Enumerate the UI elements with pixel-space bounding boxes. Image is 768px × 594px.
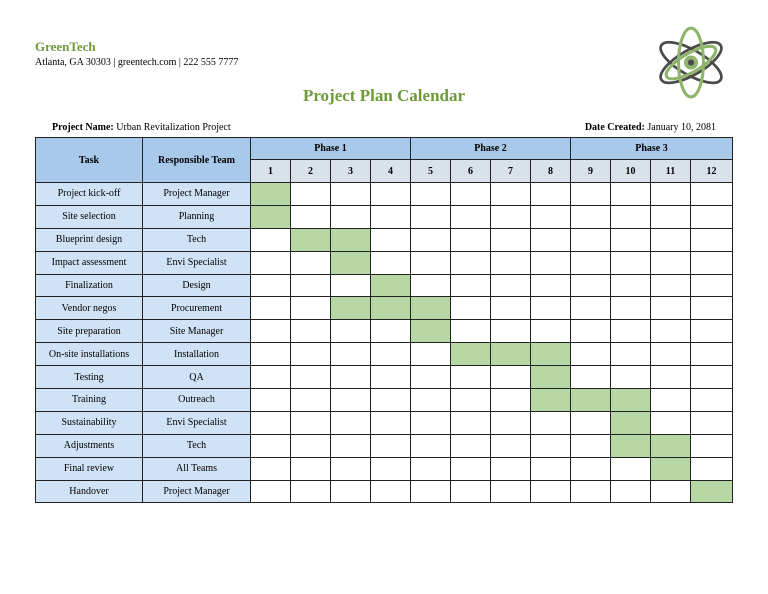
week-cell	[691, 320, 733, 343]
table-row	[36, 320, 733, 343]
task-cell: Sustainability	[36, 411, 143, 434]
week-cell	[371, 389, 411, 412]
team-cell: QA	[143, 366, 251, 389]
scheduled-week-cell	[411, 297, 451, 320]
table-row	[36, 366, 733, 389]
week-cell	[611, 366, 651, 389]
week-cell	[651, 228, 691, 251]
week-cell	[371, 320, 411, 343]
week-cell	[291, 411, 331, 434]
table-row	[36, 228, 733, 251]
week-cell	[691, 457, 733, 480]
week-header: 10	[611, 160, 651, 183]
task-cell: Site selection	[36, 205, 143, 228]
week-cell	[571, 411, 611, 434]
table-row	[36, 183, 733, 206]
table-row	[36, 457, 733, 480]
scheduled-week-cell	[531, 343, 571, 366]
week-cell	[451, 457, 491, 480]
week-cell	[651, 411, 691, 434]
scheduled-week-cell	[611, 389, 651, 412]
scheduled-week-cell	[491, 343, 531, 366]
week-cell	[651, 274, 691, 297]
week-cell	[411, 480, 451, 503]
date-created-value: January 10, 2081	[644, 122, 716, 133]
week-cell	[571, 228, 611, 251]
team-cell: Installation	[143, 343, 251, 366]
week-cell	[291, 366, 331, 389]
table-row	[36, 251, 733, 274]
task-cell: Project kick-off	[36, 183, 143, 206]
week-cell	[251, 366, 291, 389]
week-cell	[251, 457, 291, 480]
week-cell	[251, 343, 291, 366]
phase-header: Phase 3	[571, 138, 733, 160]
week-cell	[531, 251, 571, 274]
week-cell	[691, 251, 733, 274]
scheduled-week-cell	[611, 434, 651, 457]
week-cell	[291, 205, 331, 228]
week-cell	[291, 343, 331, 366]
week-cell	[691, 389, 733, 412]
week-cell	[571, 320, 611, 343]
week-cell	[331, 389, 371, 412]
week-cell	[251, 320, 291, 343]
phase-header: Phase 2	[411, 138, 571, 160]
week-cell	[691, 434, 733, 457]
week-cell	[571, 343, 611, 366]
week-cell	[691, 274, 733, 297]
team-cell: Tech	[143, 434, 251, 457]
task-cell: Handover	[36, 480, 143, 503]
task-cell: Finalization	[36, 274, 143, 297]
scheduled-week-cell	[531, 366, 571, 389]
week-cell	[531, 297, 571, 320]
scheduled-week-cell	[451, 343, 491, 366]
week-cell	[571, 274, 611, 297]
week-cell	[531, 274, 571, 297]
week-cell	[451, 320, 491, 343]
week-cell	[411, 457, 451, 480]
week-cell	[331, 320, 371, 343]
week-cell	[411, 434, 451, 457]
week-cell	[611, 228, 651, 251]
week-cell	[251, 274, 291, 297]
week-cell	[531, 183, 571, 206]
scheduled-week-cell	[291, 228, 331, 251]
task-cell: On-site installations	[36, 343, 143, 366]
task-column-header: Task	[36, 138, 143, 183]
team-cell: Outreach	[143, 389, 251, 412]
week-cell	[451, 251, 491, 274]
scheduled-week-cell	[371, 274, 411, 297]
scheduled-week-cell	[531, 389, 571, 412]
week-cell	[251, 228, 291, 251]
week-cell	[291, 480, 331, 503]
week-header: 12	[691, 160, 733, 183]
week-cell	[451, 228, 491, 251]
scheduled-week-cell	[251, 205, 291, 228]
week-cell	[291, 183, 331, 206]
week-cell	[491, 251, 531, 274]
week-cell	[331, 411, 371, 434]
team-cell: Envi Specialist	[143, 251, 251, 274]
week-cell	[291, 389, 331, 412]
week-cell	[491, 434, 531, 457]
project-calendar-table	[35, 137, 733, 503]
week-cell	[371, 457, 411, 480]
scheduled-week-cell	[651, 434, 691, 457]
phase-header: Phase 1	[251, 138, 411, 160]
week-header: 6	[451, 160, 491, 183]
week-cell	[491, 297, 531, 320]
week-cell	[411, 251, 451, 274]
table-row	[36, 411, 733, 434]
week-cell	[411, 205, 451, 228]
week-cell	[571, 434, 611, 457]
team-cell: Project Manager	[143, 480, 251, 503]
week-cell	[531, 411, 571, 434]
week-cell	[651, 205, 691, 228]
week-cell	[331, 274, 371, 297]
table-row	[36, 205, 733, 228]
week-cell	[651, 320, 691, 343]
table-row	[36, 480, 733, 503]
table-row	[36, 389, 733, 412]
week-cell	[651, 183, 691, 206]
week-cell	[411, 389, 451, 412]
week-cell	[531, 480, 571, 503]
week-cell	[491, 366, 531, 389]
week-cell	[251, 251, 291, 274]
week-cell	[491, 411, 531, 434]
week-cell	[571, 366, 611, 389]
week-cell	[331, 183, 371, 206]
task-cell: Adjustments	[36, 434, 143, 457]
week-cell	[691, 228, 733, 251]
week-cell	[531, 228, 571, 251]
week-header: 11	[651, 160, 691, 183]
week-cell	[491, 274, 531, 297]
scheduled-week-cell	[251, 183, 291, 206]
project-name-line	[52, 122, 231, 133]
week-cell	[371, 411, 411, 434]
week-header: 4	[371, 160, 411, 183]
week-cell	[531, 205, 571, 228]
week-cell	[531, 320, 571, 343]
week-cell	[611, 205, 651, 228]
week-cell	[691, 183, 733, 206]
week-cell	[571, 251, 611, 274]
week-cell	[571, 183, 611, 206]
scheduled-week-cell	[331, 297, 371, 320]
task-cell: Impact assessment	[36, 251, 143, 274]
week-cell	[371, 366, 411, 389]
date-created-line	[585, 122, 716, 133]
week-cell	[251, 297, 291, 320]
project-name-label: Project Name:	[52, 122, 114, 133]
week-cell	[651, 251, 691, 274]
team-cell: All Teams	[143, 457, 251, 480]
week-cell	[691, 297, 733, 320]
team-cell: Planning	[143, 205, 251, 228]
week-cell	[411, 274, 451, 297]
week-cell	[651, 389, 691, 412]
week-cell	[331, 205, 371, 228]
week-cell	[371, 205, 411, 228]
week-cell	[291, 251, 331, 274]
week-cell	[491, 457, 531, 480]
table-row	[36, 434, 733, 457]
week-cell	[491, 205, 531, 228]
team-column-header: Responsible Team	[143, 138, 251, 183]
week-cell	[451, 205, 491, 228]
week-cell	[291, 297, 331, 320]
week-cell	[291, 457, 331, 480]
team-cell: Tech	[143, 228, 251, 251]
task-cell: Blueprint design	[36, 228, 143, 251]
week-header: 3	[331, 160, 371, 183]
week-cell	[291, 274, 331, 297]
week-cell	[451, 434, 491, 457]
task-cell: Testing	[36, 366, 143, 389]
scheduled-week-cell	[611, 411, 651, 434]
week-cell	[251, 434, 291, 457]
week-cell	[371, 480, 411, 503]
week-cell	[411, 366, 451, 389]
week-cell	[331, 457, 371, 480]
company-name: GreenTech	[35, 39, 96, 54]
week-header: 1	[251, 160, 291, 183]
week-cell	[411, 228, 451, 251]
team-cell: Procurement	[143, 297, 251, 320]
week-cell	[611, 297, 651, 320]
week-cell	[411, 343, 451, 366]
week-cell	[451, 411, 491, 434]
week-cell	[571, 480, 611, 503]
task-cell: Site preparation	[36, 320, 143, 343]
week-cell	[371, 434, 411, 457]
week-cell	[691, 366, 733, 389]
week-cell	[691, 343, 733, 366]
project-name-value: Urban Revitalization Project	[113, 122, 231, 133]
week-cell	[251, 389, 291, 412]
table-row	[36, 297, 733, 320]
week-cell	[571, 457, 611, 480]
week-header: 8	[531, 160, 571, 183]
week-cell	[451, 297, 491, 320]
date-created-label: Date Created:	[584, 122, 645, 133]
scheduled-week-cell	[371, 297, 411, 320]
task-cell: Final review	[36, 457, 143, 480]
week-cell	[611, 183, 651, 206]
week-cell	[611, 251, 651, 274]
week-header: 9	[571, 160, 611, 183]
week-cell	[331, 434, 371, 457]
week-cell	[371, 228, 411, 251]
week-cell	[451, 183, 491, 206]
week-cell	[451, 274, 491, 297]
week-cell	[411, 183, 451, 206]
team-cell: Project Manager	[143, 183, 251, 206]
scheduled-week-cell	[651, 457, 691, 480]
scheduled-week-cell	[571, 389, 611, 412]
week-cell	[331, 480, 371, 503]
table-row	[36, 274, 733, 297]
table-row	[36, 343, 733, 366]
week-cell	[531, 457, 571, 480]
week-cell	[451, 480, 491, 503]
week-cell	[611, 274, 651, 297]
page-title: Project Plan Calendar	[302, 86, 466, 105]
company-contact: Atlanta, GA 30303 | greentech.com | 222 555 7777	[35, 57, 239, 68]
week-header: 2	[291, 160, 331, 183]
week-cell	[451, 366, 491, 389]
team-cell: Envi Specialist	[143, 411, 251, 434]
week-cell	[371, 183, 411, 206]
week-cell	[291, 434, 331, 457]
week-cell	[611, 457, 651, 480]
week-cell	[651, 297, 691, 320]
week-cell	[491, 480, 531, 503]
week-cell	[611, 480, 651, 503]
week-cell	[691, 411, 733, 434]
week-cell	[491, 228, 531, 251]
week-cell	[571, 297, 611, 320]
week-cell	[691, 205, 733, 228]
week-cell	[611, 320, 651, 343]
week-cell	[611, 343, 651, 366]
team-cell: Site Manager	[143, 320, 251, 343]
week-cell	[651, 480, 691, 503]
week-cell	[331, 366, 371, 389]
week-cell	[371, 251, 411, 274]
scheduled-week-cell	[331, 228, 371, 251]
week-cell	[531, 434, 571, 457]
scheduled-week-cell	[411, 320, 451, 343]
week-cell	[371, 343, 411, 366]
task-cell: Vendor negos	[36, 297, 143, 320]
week-header: 5	[411, 160, 451, 183]
scheduled-week-cell	[331, 251, 371, 274]
week-cell	[571, 205, 611, 228]
week-cell	[451, 389, 491, 412]
week-cell	[491, 320, 531, 343]
week-cell	[411, 411, 451, 434]
week-cell	[491, 389, 531, 412]
week-cell	[331, 343, 371, 366]
week-header: 7	[491, 160, 531, 183]
week-cell	[251, 480, 291, 503]
week-cell	[251, 411, 291, 434]
scheduled-week-cell	[691, 480, 733, 503]
week-cell	[491, 183, 531, 206]
week-cell	[651, 366, 691, 389]
week-cell	[651, 343, 691, 366]
team-cell: Design	[143, 274, 251, 297]
task-cell: Training	[36, 389, 143, 412]
week-cell	[291, 320, 331, 343]
